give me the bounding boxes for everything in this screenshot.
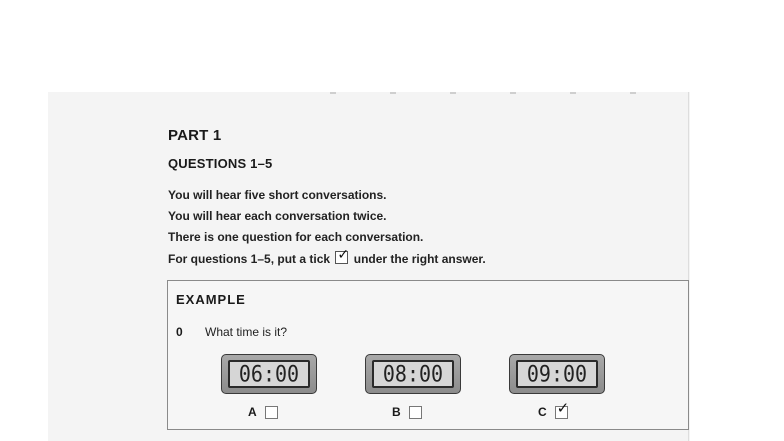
option-c-checkbox[interactable] <box>555 399 570 419</box>
clock-option-b <box>365 354 461 394</box>
instruction-line-1: You will hear five short conversations. <box>168 188 387 202</box>
example-box <box>167 280 689 430</box>
question-number: 0 <box>176 325 183 339</box>
option-b[interactable] <box>392 405 422 419</box>
example-label: EXAMPLE <box>176 292 246 307</box>
question-text: What time is it? <box>205 325 288 339</box>
option-b-letter: B <box>392 405 401 419</box>
option-c[interactable] <box>538 399 570 419</box>
clock-time-c: 09:00 <box>526 360 588 388</box>
option-a-letter: A <box>248 405 257 419</box>
clock-screen <box>228 360 310 388</box>
option-c-letter: C <box>538 405 547 419</box>
option-a[interactable] <box>248 405 278 419</box>
part-title: PART 1 <box>168 127 222 144</box>
clock-option-a <box>221 354 317 394</box>
questions-title: QUESTIONS 1–5 <box>168 156 273 171</box>
clock-time-b: 08:00 <box>382 360 444 388</box>
option-a-checkbox[interactable] <box>265 406 278 419</box>
instruction-line-2: You will hear each conversation twice. <box>168 209 387 223</box>
clock-screen <box>372 360 454 388</box>
clock-time-a: 06:00 <box>238 360 300 388</box>
scan-top-artifact <box>330 92 670 94</box>
instruction-line-3: There is one question for each conversation. <box>168 230 424 244</box>
option-b-checkbox[interactable] <box>409 406 422 419</box>
clock-option-c <box>509 354 605 394</box>
tick-icon: ✓ <box>556 399 570 417</box>
instruction-line-4 <box>168 246 486 266</box>
clock-screen <box>516 360 598 388</box>
tick-icon: ✓ <box>337 246 350 262</box>
instruction-line-4-start: For questions 1–5, put a tick <box>168 252 331 266</box>
instruction-line-4-end: under the right answer. <box>353 252 486 266</box>
tick-box-icon <box>335 246 350 264</box>
